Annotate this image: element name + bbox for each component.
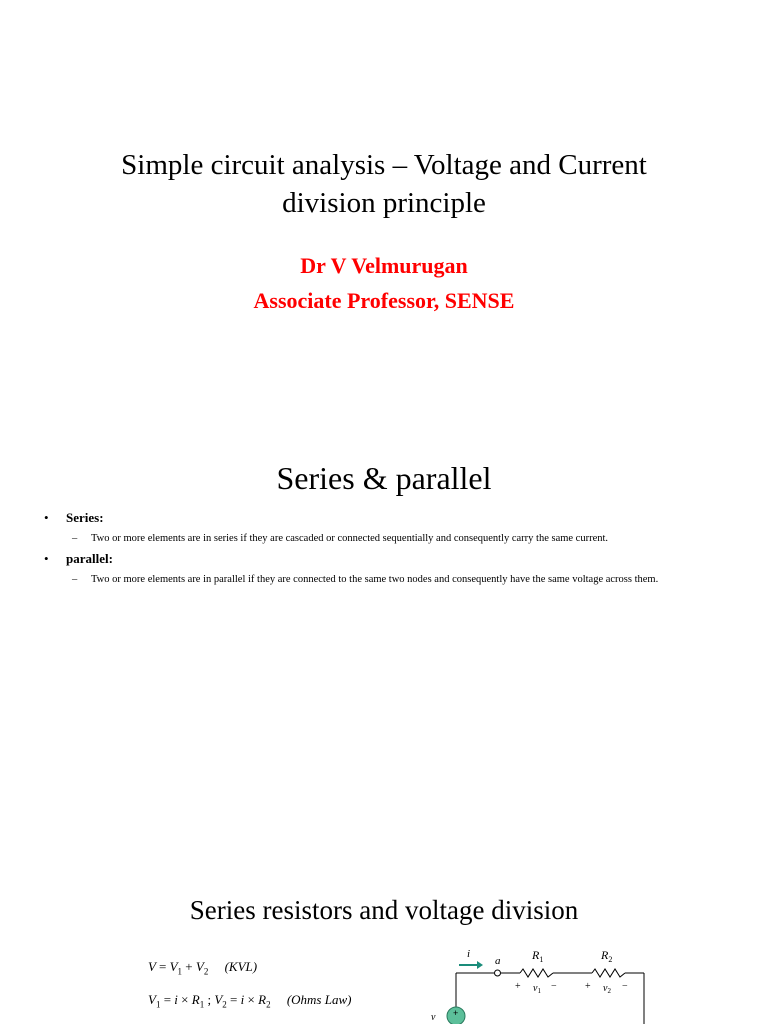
- r2-plus: +: [585, 981, 591, 992]
- ohms-law-equation: [148, 991, 351, 1014]
- circuit-wires: [456, 973, 644, 1024]
- series-circuit-diagram: [420, 938, 660, 1024]
- v2-label: $v_2$: [603, 983, 611, 995]
- v1-label: $v_1$: [533, 983, 541, 995]
- bullet-label: Series:: [66, 510, 104, 525]
- node-terminal: [495, 970, 501, 976]
- r1-minus: −: [551, 981, 557, 992]
- parallel-definition-text: Two or more elements are in parallel if they are connected to the same two nodes and consequently have the same voltage across them.: [91, 574, 659, 585]
- eq1-formula: $V = V_1 + V_2$: [148, 959, 209, 977]
- kvl-equation: [148, 958, 257, 981]
- node-label: a: [495, 955, 501, 967]
- parallel-definition: [72, 572, 732, 587]
- author-role: Associate Professor, SENSE: [253, 288, 515, 313]
- current-arrow-icon: [459, 961, 483, 969]
- bullet-dot: •: [44, 551, 49, 566]
- r2-minus: −: [622, 981, 628, 992]
- bullet-parallel: [44, 551, 113, 567]
- bullet-dot: •: [44, 510, 49, 525]
- slide2-title: Series & parallel: [276, 460, 492, 496]
- bullet-series: [44, 510, 104, 526]
- dash-marker: –: [72, 574, 78, 585]
- resistor-r2-icon: [592, 969, 625, 977]
- series-definition-text: Two or more elements are in series if they are cascaded or connected sequentially and consequently carry the same current.: [91, 533, 609, 544]
- series-definition: [72, 531, 732, 546]
- dash-marker: –: [72, 533, 78, 544]
- resistor-r1-icon: [520, 969, 553, 977]
- slide1-title-line2: division principle: [282, 187, 486, 219]
- eq2-formula: $V_1 = i \times R_1$ ; $V_2 = i \times R_2$: [148, 992, 271, 1010]
- r1-label: $R_1$: [532, 948, 544, 964]
- slide1-title-line1: Simple circuit analysis – Voltage and Current: [121, 149, 647, 181]
- r1-plus: +: [515, 981, 521, 992]
- eq1-note: (KVL): [224, 959, 258, 974]
- slide3-title: Series resistors and voltage division: [189, 895, 579, 925]
- bullet-label: parallel:: [66, 551, 113, 566]
- current-label: i: [467, 948, 471, 960]
- eq2-note: (Ohms Law): [286, 992, 352, 1007]
- slide1-title: [0, 146, 768, 222]
- r2-label: $R_2$: [601, 948, 613, 964]
- source-label: v: [431, 1012, 436, 1023]
- source-plus: +: [453, 1008, 459, 1018]
- author-name: Dr V Velmurugan: [300, 253, 468, 278]
